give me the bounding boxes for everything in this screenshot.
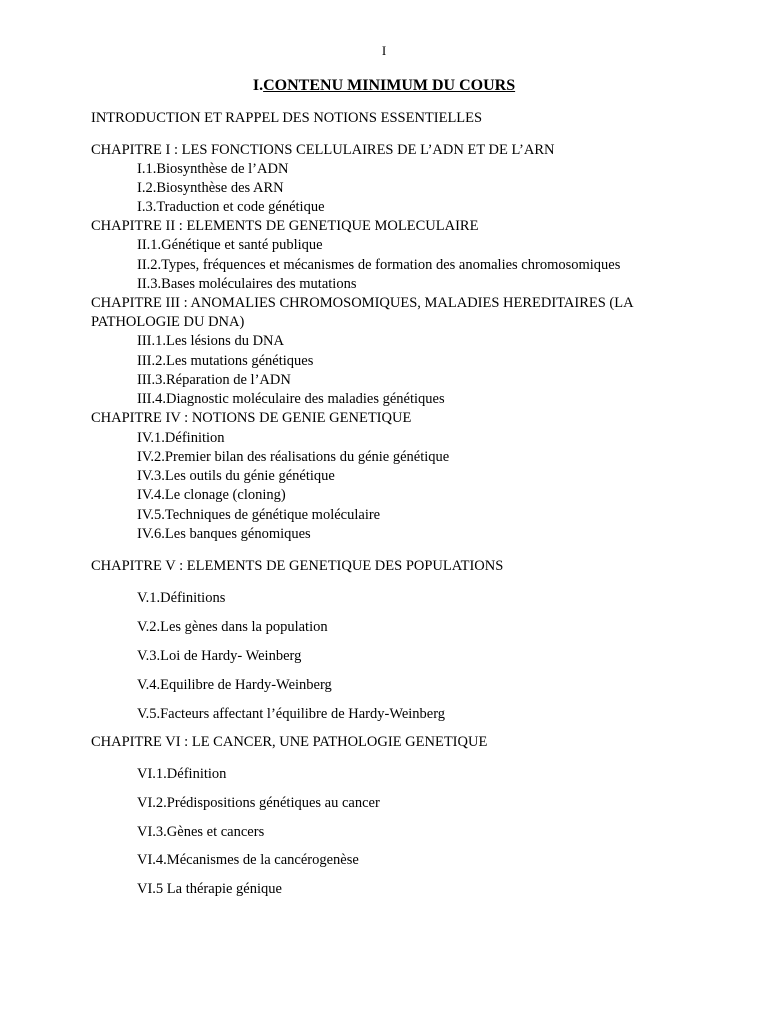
title-prefix: I.: [252, 77, 264, 94]
chapter-4-title: CHAPITRE IV : NOTIONS DE GENIE GENETIQUE: [91, 410, 412, 426]
chapter-3-title: CHAPITRE III : ANOMALIES CHROMOSOMIQUES, MALADIES HEREDITAIRES (LA: [91, 295, 634, 311]
chapter-4-item: IV.2.Premier bilan des réalisations du génie génétique: [137, 449, 450, 465]
page-number: I: [381, 43, 387, 58]
chapter-3-title-continuation: PATHOLOGIE DU DNA): [91, 314, 245, 330]
chapter-1-title: CHAPITRE I : LES FONCTIONS CELLULAIRES DE L’ADN ET DE L’ARN: [91, 142, 555, 158]
chapter-2-item: II.2.Types, fréquences et mécanismes de formation des anomalies chromosomiques: [137, 257, 621, 273]
chapter-5-item: V.2.Les gènes dans la population: [137, 619, 328, 635]
chapter-5-item: V.5.Facteurs affectant l’équilibre de Hardy-Weinberg: [137, 706, 446, 722]
chapter-6-item: VI.4.Mécanismes de la cancérogenèse: [137, 852, 359, 868]
chapter-3-item: III.2.Les mutations génétiques: [137, 353, 314, 369]
chapter-6-item: VI.5 La thérapie génique: [137, 881, 282, 897]
chapter-4-item: IV.1.Définition: [137, 430, 225, 446]
chapter-6-item: VI.3.Gènes et cancers: [137, 824, 265, 840]
chapter-4-item: IV.6.Les banques génomiques: [137, 526, 311, 542]
chapter-5-item: V.1.Définitions: [137, 590, 226, 606]
chapter-3-item: III.1.Les lésions du DNA: [137, 333, 284, 349]
chapter-1-item: I.2.Biosynthèse des ARN: [137, 180, 284, 196]
chapter-6-item: VI.1.Définition: [137, 766, 227, 782]
chapter-3-item: III.4.Diagnostic moléculaire des maladies génétiques: [137, 391, 445, 407]
chapter-5-item: V.3.Loi de Hardy- Weinberg: [137, 648, 302, 664]
chapter-4-item: IV.4.Le clonage (cloning): [137, 487, 286, 503]
chapter-6-item: VI.2.Prédispositions génétiques au cancer: [137, 795, 380, 811]
chapter-2-item: II.1.Génétique et santé publique: [137, 237, 323, 253]
introduction-heading: INTRODUCTION ET RAPPEL DES NOTIONS ESSENTIELLES: [91, 110, 483, 126]
chapter-6-title: CHAPITRE VI : LE CANCER, UNE PATHOLOGIE GENETIQUE: [91, 734, 488, 750]
page-title: [0, 76, 768, 96]
chapter-2-item: II.3.Bases moléculaires des mutations: [137, 276, 357, 292]
title-text: CONTENU MINIMUM DU COURS: [263, 77, 516, 94]
chapter-4-item: IV.3.Les outils du génie génétique: [137, 468, 335, 484]
chapter-3-item: III.3.Réparation de l’ADN: [137, 372, 291, 388]
chapter-1-item: I.1.Biosynthèse de l’ADN: [137, 161, 289, 177]
chapter-2-title: CHAPITRE II : ELEMENTS DE GENETIQUE MOLECULAIRE: [91, 218, 479, 234]
chapter-1-item: I.3.Traduction et code génétique: [137, 199, 325, 215]
chapter-5-item: V.4.Equilibre de Hardy-Weinberg: [137, 677, 332, 693]
chapter-4-item: IV.5.Techniques de génétique moléculaire: [137, 507, 381, 523]
chapter-5-title: CHAPITRE V : ELEMENTS DE GENETIQUE DES POPULATIONS: [91, 558, 504, 574]
